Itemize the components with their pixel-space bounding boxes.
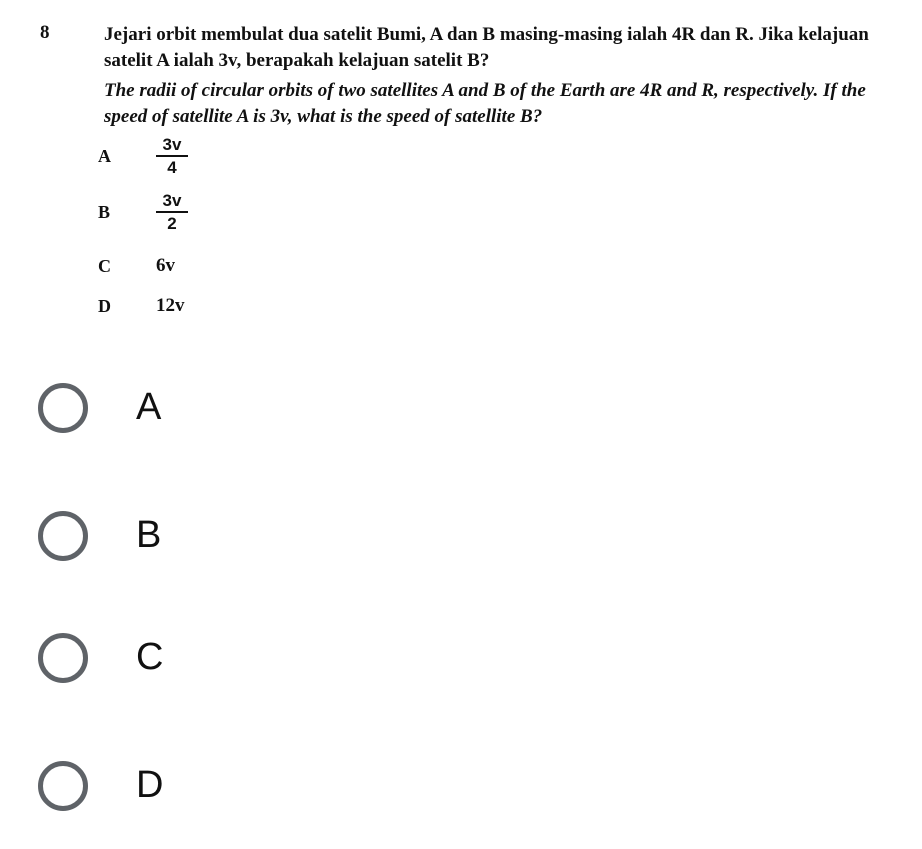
choice-a[interactable] <box>38 378 338 448</box>
option-b-fraction <box>156 192 188 233</box>
choice-a-label: A <box>136 386 162 428</box>
option-a-denominator: 4 <box>167 158 177 177</box>
question-english-line-1: The radii of circular orbits of two satellites A and B of the Earth are 4R and R, respectively. If the <box>104 80 866 101</box>
radio-a[interactable] <box>38 383 88 433</box>
question-malay-line-2: satelit A ialah 3v, berapakah kelajuan satelit B? <box>104 50 490 71</box>
option-c-value: 6v <box>156 255 175 276</box>
option-b-numerator: 3v <box>162 191 182 210</box>
question-number: 8 <box>40 22 50 43</box>
option-b-denominator: 2 <box>167 214 177 233</box>
choice-c-label: C <box>136 636 164 678</box>
fraction-bar <box>156 211 188 213</box>
radio-d[interactable] <box>38 761 88 811</box>
option-a-fraction <box>156 136 188 177</box>
choice-b[interactable] <box>38 506 338 576</box>
question-text-malay <box>104 22 904 74</box>
fraction-bar <box>156 155 188 157</box>
option-a-letter: A <box>98 146 111 166</box>
option-d-value: 12v <box>156 295 185 316</box>
choice-d[interactable] <box>38 756 338 826</box>
choice-d-label: D <box>136 764 164 806</box>
option-b-letter: B <box>98 202 111 222</box>
choice-c[interactable] <box>38 628 338 698</box>
option-c-letter: C <box>98 256 111 276</box>
choice-b-label: B <box>136 514 162 556</box>
option-a-numerator: 3v <box>162 135 182 154</box>
option-d-letter: D <box>98 296 111 316</box>
question-english-line-2: speed of satellite A is 3v, what is the speed of satellite B? <box>104 106 543 127</box>
question-text-english <box>104 78 914 130</box>
radio-b[interactable] <box>38 511 88 561</box>
question-malay-line-1: Jejari orbit membulat dua satelit Bumi, A dan B masing-masing ialah 4R dan R. Jika kelajuan <box>104 24 869 45</box>
question-image <box>0 0 922 345</box>
radio-c[interactable] <box>38 633 88 683</box>
